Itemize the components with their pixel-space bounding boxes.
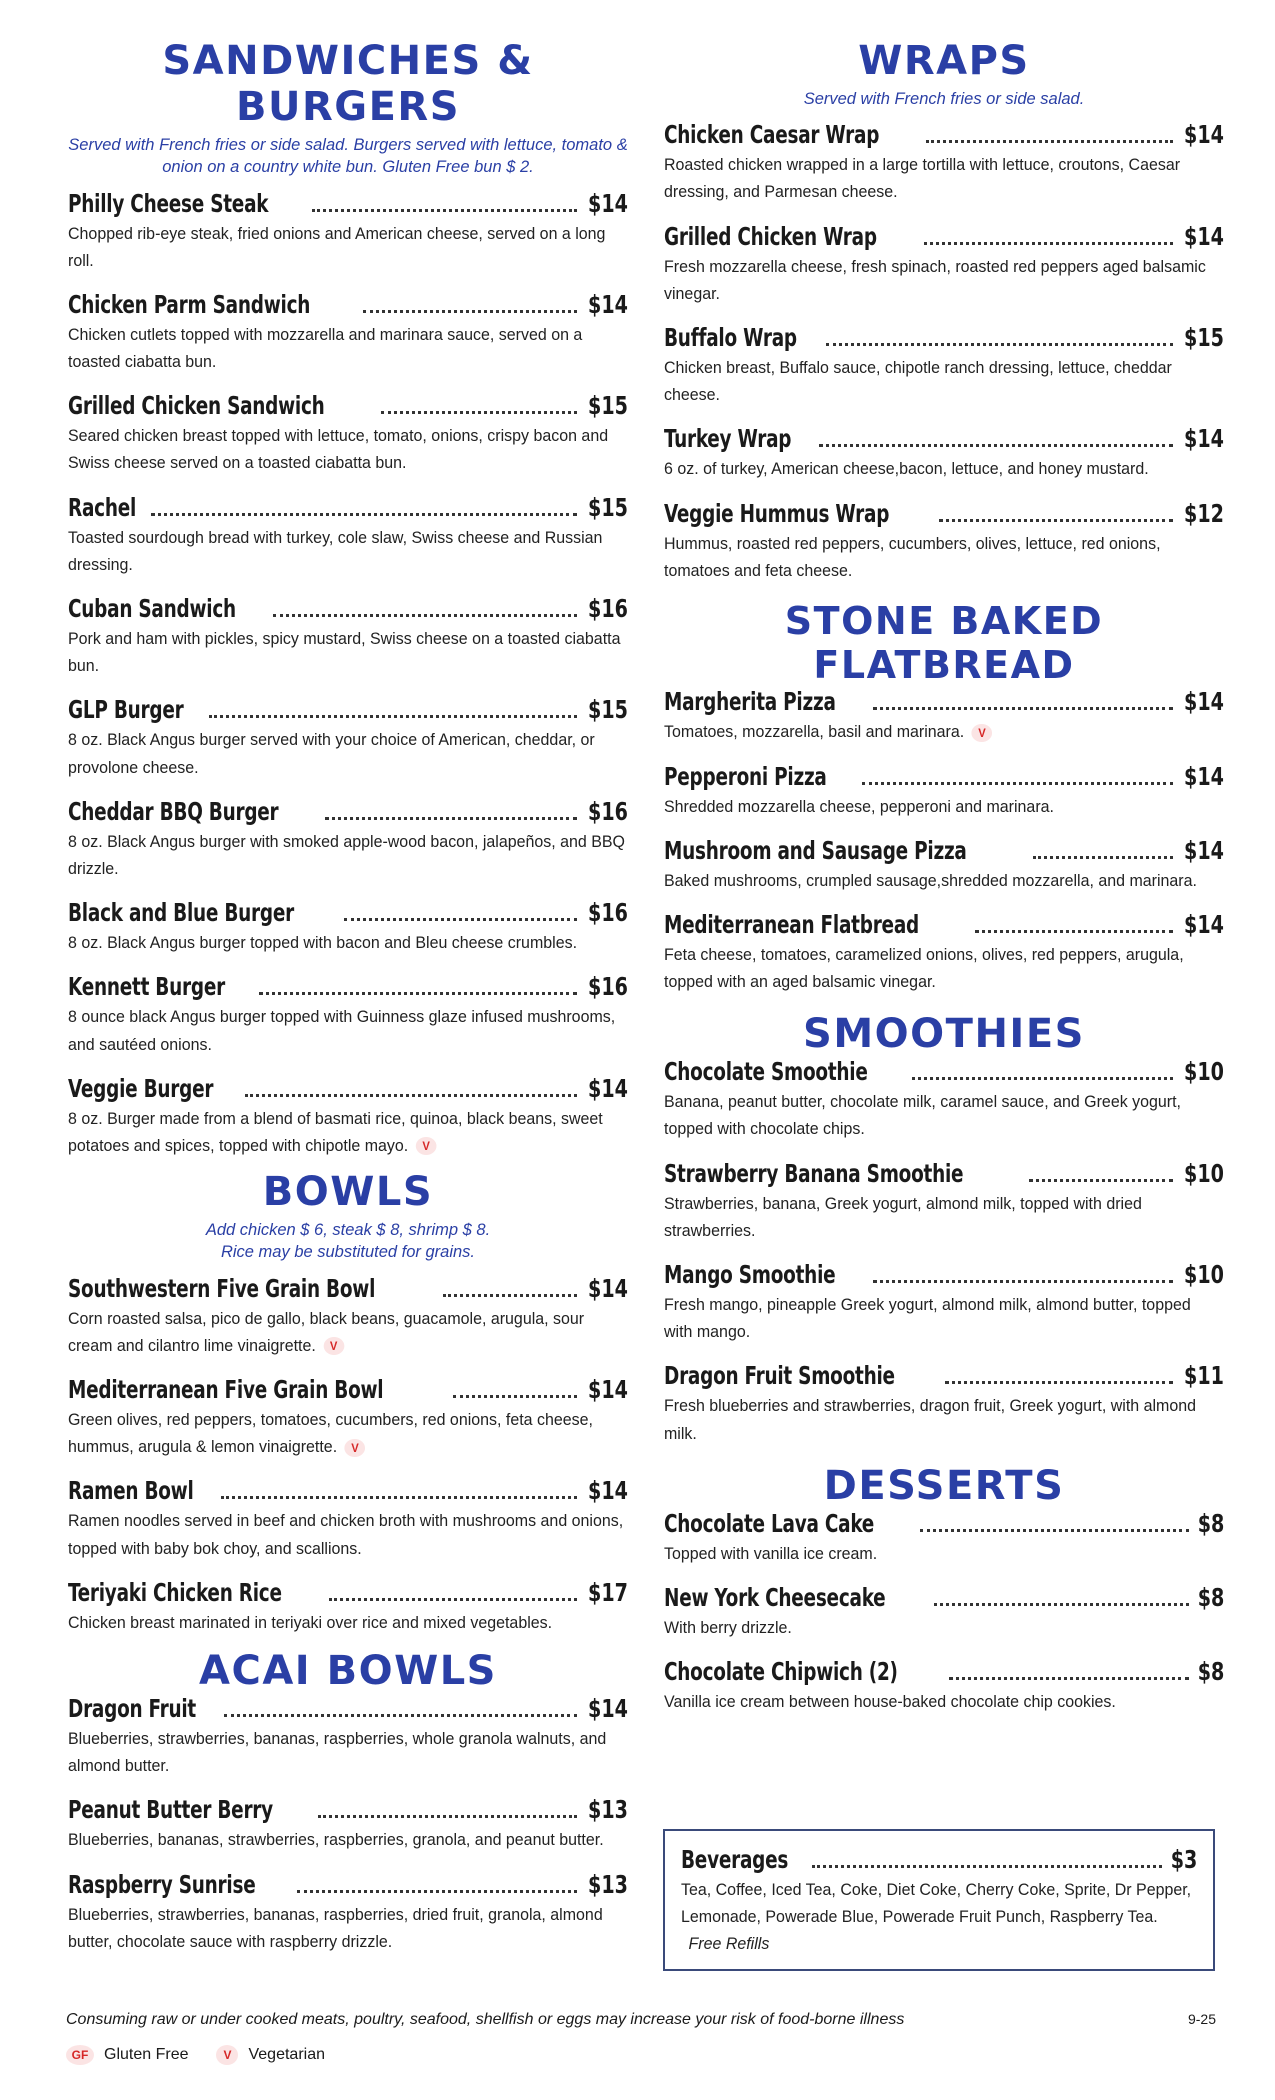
vegetarian-label: Vegetarian [248,2046,325,2063]
menu-item-head [664,836,1224,865]
menu-item-head [664,1583,1224,1612]
item-description-text: Strawberries, banana, Greek yogurt, almond milk, topped with dried strawberries. [664,1193,1142,1240]
item-description [68,1305,626,1359]
vegetarian-icon: V [416,1137,437,1155]
footer-warning [66,2011,1216,2029]
item-name: Buffalo Wrap [664,323,797,353]
item-description-text: 8 ounce black Angus burger topped with Guinness glaze infused mushrooms, and sautéed onions. [68,1007,616,1054]
item-description [68,828,626,882]
free-refills-note: Free Refills [688,1934,770,1954]
item-name: Peanut Butter Berry [68,1795,273,1825]
item-name: Turkey Wrap [664,424,792,454]
dot-leader [151,513,577,516]
menu-item-head [664,424,1224,453]
item-price: $14 [588,1693,628,1723]
item-price: $10 [1184,1057,1224,1087]
item-description [664,941,1222,995]
item-description-text: Tomatoes, mozzarella, basil and marinara. [664,722,965,742]
vegetarian-icon: V [216,2045,238,2065]
menu-item [664,1509,1224,1567]
dot-leader [819,444,1173,447]
vegetarian-icon: V [972,724,993,742]
menu-item [664,687,1224,745]
menu-item-head [68,1274,628,1303]
menu-item [68,1476,628,1561]
item-price: $15 [588,695,628,725]
menu-item-head [664,120,1224,149]
item-price: $14 [588,1375,628,1404]
item-price: $15 [588,391,628,421]
item-description-text: Fresh mozzarella cheese, fresh spinach, roasted red peppers aged balsamic vinegar. [664,256,1206,303]
menu-item-head [68,391,628,420]
section-subtitle: Served with French fries or side salad. [803,90,1085,108]
menu-item-head [68,1795,628,1824]
beverages-box [663,1829,1215,1971]
menu-item [664,499,1224,584]
menu-item-head [664,499,1224,528]
section-title: BOWLS [262,1169,434,1216]
right-column [664,38,1224,1731]
item-name: Strawberry Banana Smoothie [664,1158,964,1188]
dot-leader [245,1094,577,1097]
menu-item-head [664,1657,1224,1686]
item-price: $14 [588,1273,628,1303]
item-description-text: Chicken breast marinated in teriyaki over rice and mixed vegetables. [68,1612,553,1632]
item-description [68,220,626,274]
menu-item-head [68,189,628,218]
menu-item [68,898,628,956]
item-description [664,718,1222,745]
item-price: $14 [588,289,628,319]
item-price: $8 [1197,1582,1224,1612]
menu-item-head [68,1375,628,1404]
menu-item-head [664,323,1224,352]
item-price: $8 [1197,1508,1224,1538]
item-price: $14 [1184,687,1224,717]
item-description [664,867,1222,894]
item-description-text: Roasted chicken wrapped in a large tortilla with lettuce, croutons, Caesar dressing, and Parmesan cheese. [664,155,1181,202]
menu-item [68,1274,628,1359]
item-price: $13 [588,1795,628,1825]
section-title: DESSERTS [823,1462,1065,1509]
dot-leader [873,707,1173,710]
item-description [68,1826,626,1853]
item-name: Chocolate Chipwich (2) [664,1657,898,1687]
menu-item [68,1578,628,1636]
item-description-text: Green olives, red peppers, tomatoes, cucumbers, red onions, feta cheese, hummus, arugula & lemon vinaigrette. [68,1410,593,1457]
item-price: $14 [588,188,628,218]
item-description-text: Fresh mango, pineapple Greek yogurt, almond milk, almond butter, topped with mango. [664,1295,1191,1342]
item-description [68,625,626,679]
dot-leader [873,1280,1173,1283]
item-description-text: 8 oz. Black Angus burger topped with bacon and Bleu cheese crumbles. [68,933,578,953]
item-description-text: Topped with vanilla ice cream. [664,1543,878,1563]
item-description-text: Toasted sourdough bread with turkey, cole slaw, Swiss cheese and Russian dressing. [68,527,603,574]
item-name: Chocolate Lava Cake [664,1508,875,1538]
menu-item-head [68,493,628,522]
item-description-text: Baked mushrooms, crumpled sausage,shredded mozzarella, and marinara. [664,870,1197,890]
item-name: Veggie Burger [68,1073,214,1103]
dot-leader [312,209,577,212]
menu-item [664,323,1224,408]
item-description [68,1901,626,1955]
dot-leader [939,519,1173,522]
menu-item-head [664,910,1224,939]
menu-item-head [68,1694,628,1723]
dot-leader [912,1077,1173,1080]
menu-item [68,1795,628,1853]
item-price: $13 [588,1869,628,1899]
item-description-text: Blueberries, strawberries, bananas, raspberries, whole granola walnuts, and almond butter. [68,1728,607,1776]
menu-item [68,594,628,679]
dot-leader [812,1865,1162,1868]
smoothies-section [664,1011,1224,1447]
item-name: GLP Burger [68,695,184,725]
menu-item [68,1870,628,1955]
item-description-text: Pork and ham with pickles, spicy mustard, Swiss cheese on a toasted ciabatta bun. [68,629,621,676]
item-price: $12 [1184,498,1224,528]
menu-item-head [664,762,1224,791]
item-description [68,422,626,476]
gluten-free-icon: GF [66,2045,94,2065]
dot-leader [297,1890,577,1893]
sandwiches-section [68,38,628,1159]
item-description-text: Chopped rib-eye steak, fried onions and American cheese, served on a long roll. [68,223,606,270]
gluten-free-label: Gluten Free [104,2046,189,2063]
item-price: $8 [1197,1657,1224,1687]
item-price: $10 [1184,1158,1224,1188]
item-name: Dragon Fruit Smoothie [664,1361,895,1391]
item-description-text: 6 oz. of turkey, American cheese,bacon, lettuce, and honey mustard. [664,459,1149,479]
dot-leader [453,1395,577,1398]
dot-leader [381,411,577,414]
menu-item [664,222,1224,307]
menu-item [68,391,628,476]
item-description [664,530,1222,584]
item-description-text: Fresh blueberries and strawberries, dragon fruit, Greek yogurt, with almond milk. [664,1396,1197,1443]
section-subtitle: Served with French fries or side salad. Burgers served with lettuce, tomato & onion on a country white bun. Gluten Free bun $ 2. [68,136,628,177]
dot-leader [1033,856,1173,859]
item-description-text: Chicken cutlets topped with mozzarella and marinara sauce, served on a toasted ciabatta bun. [68,324,583,372]
section-title: STONE BAKED FLATBREAD [784,598,1104,687]
menu-item [664,762,1224,820]
vegetarian-icon: V [345,1439,366,1457]
dot-leader [826,343,1173,346]
item-name: Teriyaki Chicken Rice [68,1577,282,1607]
item-description [68,1507,626,1561]
menu-item-head [68,1476,628,1505]
item-price: $14 [1184,835,1224,865]
beverages-list: Tea, Coffee, Iced Tea, Coke, Diet Coke, Cherry Coke, Sprite, Dr Pepper, Lemonade, Powerade Blue, Powerade Fruit Punch, Raspberry Tea. [681,1880,1192,1927]
section-title: WRAPS [858,38,1030,84]
item-description-text: Vanilla ice cream between house-baked chocolate chip cookies. [664,1692,1116,1712]
dot-leader [862,782,1173,785]
section-subtitle: Add chicken $ 6, steak $ 8, shrimp $ 8. Rice may be substituted for grains. [205,1221,491,1262]
item-name: Dragon Fruit [68,1693,196,1723]
menu-item-head [68,972,628,1001]
menu-item-head [68,1074,628,1103]
item-description [664,1614,1222,1641]
vegetarian-icon: V [323,1337,344,1355]
menu-item-head [68,797,628,826]
dot-leader [273,614,577,617]
menu-item-head [664,222,1224,251]
bowls-section [68,1169,628,1636]
item-name: Southwestern Five Grain Bowl [68,1273,376,1303]
item-price: $14 [588,1476,628,1506]
wraps-section [664,38,1224,584]
dot-leader [926,140,1173,143]
item-description [68,929,626,956]
item-description-text: Corn roasted salsa, pico de gallo, black beans, guacamole, arugula, sour cream and cilantro lime vinaigrette. [68,1308,585,1355]
item-description-text: Seared chicken breast topped with lettuce, tomato, onions, crispy bacon and Swiss cheese served on a toasted ciabatta bun. [68,426,609,473]
item-name: Mediterranean Flatbread [664,909,919,939]
item-price: $14 [1184,120,1224,150]
menu-item [664,1657,1224,1715]
food-warning: Consuming raw or under cooked meats, poultry, seafood, shellfish or eggs may increase your risk of food-borne illness [66,2011,905,2028]
item-price: $16 [588,972,628,1002]
item-description [664,1688,1222,1715]
item-name: Cheddar BBQ Burger [68,796,279,826]
menu-item [664,424,1224,482]
dot-leader [975,930,1173,933]
legend [66,2045,325,2065]
item-price: $14 [1184,221,1224,251]
section-title: ACAI BOWLS [199,1647,497,1694]
item-description [68,524,626,578]
menu-item [68,1375,628,1460]
item-name: Pepperoni Pizza [664,761,827,791]
item-name: Rachel [68,492,137,522]
item-name: Mango Smoothie [664,1260,836,1290]
menu-item-head [664,1159,1224,1188]
menu-item [68,695,628,780]
menu-item [664,1361,1224,1446]
dot-leader [945,1381,1173,1384]
dot-leader [924,242,1174,245]
menu-item [664,1057,1224,1142]
item-description [664,354,1222,408]
beverages-head [681,1845,1197,1874]
menu-item-head [664,1361,1224,1390]
item-description-text: Ramen noodles served in beef and chicken broth with mushrooms and onions, topped with baby bok choy, and scallions. [68,1511,624,1558]
dot-leader [1029,1179,1173,1182]
menu-code: 9-25 [1187,2011,1216,2027]
item-description-text: Hummus, roasted red peppers, cucumbers, olives, lettuce, red onions, tomatoes and feta cheese. [664,533,1161,580]
item-name: Raspberry Sunrise [68,1869,256,1899]
item-description-text: 8 oz. Burger made from a blend of basmati rice, quinoa, black beans, sweet potatoes and spices, topped with chipotle mayo. [68,1108,603,1155]
desserts-section [664,1463,1224,1716]
item-description-text: With berry drizzle. [664,1617,792,1637]
item-description [68,726,626,780]
menu-item [68,290,628,375]
item-description [664,793,1222,820]
dot-leader [934,1603,1189,1606]
item-description [68,1609,626,1636]
left-column [68,38,628,1971]
dot-leader [344,918,577,921]
item-price: $14 [588,1073,628,1103]
item-description [664,151,1222,205]
menu-item-head [68,695,628,724]
menu-item-head [664,1509,1224,1538]
menu-item [68,189,628,274]
menu-item-head [664,1057,1224,1086]
item-description [68,321,626,375]
menu-item [68,1074,628,1159]
item-price: $16 [588,898,628,928]
dot-leader [329,1598,577,1601]
dot-leader [443,1294,577,1297]
menu-item [68,797,628,882]
dot-leader [221,1496,577,1499]
dot-leader [259,992,577,995]
item-name: Mediterranean Five Grain Bowl [68,1375,384,1404]
section-title: SMOOTHIES [803,1011,1085,1058]
dot-leader [949,1677,1189,1680]
menu-item [68,1694,628,1779]
item-description-text: Blueberries, bananas, strawberries, raspberries, granola, and peanut butter. [68,1830,604,1850]
item-price: $17 [588,1577,628,1607]
item-price: $14 [1184,424,1224,454]
menu-item-head [68,1578,628,1607]
menu-item [664,1159,1224,1244]
menu-item [68,493,628,578]
item-price: $10 [1184,1260,1224,1290]
item-price: $3 [1170,1845,1197,1874]
item-description [664,1088,1222,1142]
item-name: Grilled Chicken Sandwich [68,391,325,421]
item-price: $11 [1184,1361,1224,1391]
menu-item-head [664,687,1224,716]
item-price: $14 [1184,909,1224,939]
item-name: Chicken Caesar Wrap [664,120,880,150]
acai-section [68,1648,628,1955]
dot-leader [209,715,577,718]
menu-item [664,910,1224,995]
item-name: Beverages [681,1845,789,1874]
dot-leader [325,817,577,820]
item-price: $15 [1184,323,1224,353]
dot-leader [363,310,577,313]
item-description-text: Feta cheese, tomatoes, caramelized onions, olives, red peppers, arugula, topped with an aged balsamic vinegar. [664,944,1184,992]
item-name: Chicken Parm Sandwich [68,289,311,319]
item-price: $16 [588,594,628,624]
item-description [68,1105,626,1159]
item-name: Ramen Bowl [68,1476,194,1506]
item-description-text: Shredded mozzarella cheese, pepperoni and marinara. [664,796,1054,816]
item-description [664,455,1222,482]
menu-item [664,836,1224,894]
menu-item-head [664,1260,1224,1289]
menu-item-head [68,290,628,319]
dot-leader [224,1714,577,1717]
item-description [664,253,1222,307]
item-description [664,1291,1222,1345]
menu-item-head [68,594,628,623]
item-name: Margherita Pizza [664,687,836,717]
item-name: Grilled Chicken Wrap [664,221,877,251]
menu-item [68,972,628,1057]
menu-item-head [68,898,628,927]
item-description-text: Blueberries, strawberries, bananas, raspberries, dried fruit, granola, almond butter, chocolate sauce with raspberry drizzle. [68,1904,603,1951]
item-description-text: Banana, peanut butter, chocolate milk, caramel sauce, and Greek yogurt, topped with chocolate chips. [664,1092,1181,1139]
item-name: New York Cheesecake [664,1582,886,1612]
item-name: Mushroom and Sausage Pizza [664,835,967,865]
item-price: $15 [588,492,628,522]
item-name: Black and Blue Burger [68,898,294,928]
section-title: SANDWICHES & BURGERS [162,38,534,130]
item-name: Philly Cheese Steak [68,188,269,218]
item-description [664,1540,1222,1567]
menu-item [664,1260,1224,1345]
item-name: Chocolate Smoothie [664,1057,868,1087]
item-description [664,1190,1222,1244]
item-description [68,1725,626,1779]
item-description [664,1392,1222,1446]
dot-leader [318,1815,577,1818]
menu-item [664,120,1224,205]
item-price: $16 [588,796,628,826]
item-name: Kennett Burger [68,972,225,1002]
item-description-text: Chicken breast, Buffalo sauce, chipotle ranch dressing, lettuce, cheddar cheese. [664,358,1172,405]
item-description [68,1406,626,1460]
item-name: Cuban Sandwich [68,594,236,624]
menu-item-head [68,1870,628,1899]
item-description [681,1876,1195,1958]
item-name: Veggie Hummus Wrap [664,498,890,528]
item-description [68,1003,626,1057]
menu-item [664,1583,1224,1641]
item-price: $14 [1184,761,1224,791]
item-description-text: 8 oz. Black Angus burger served with your choice of American, cheddar, or provolone cheese. [68,730,595,777]
dot-leader [920,1529,1189,1532]
flatbread-section [664,600,1224,995]
item-description-text: 8 oz. Black Angus burger with smoked apple-wood bacon, jalapeños, and BBQ drizzle. [68,831,625,878]
